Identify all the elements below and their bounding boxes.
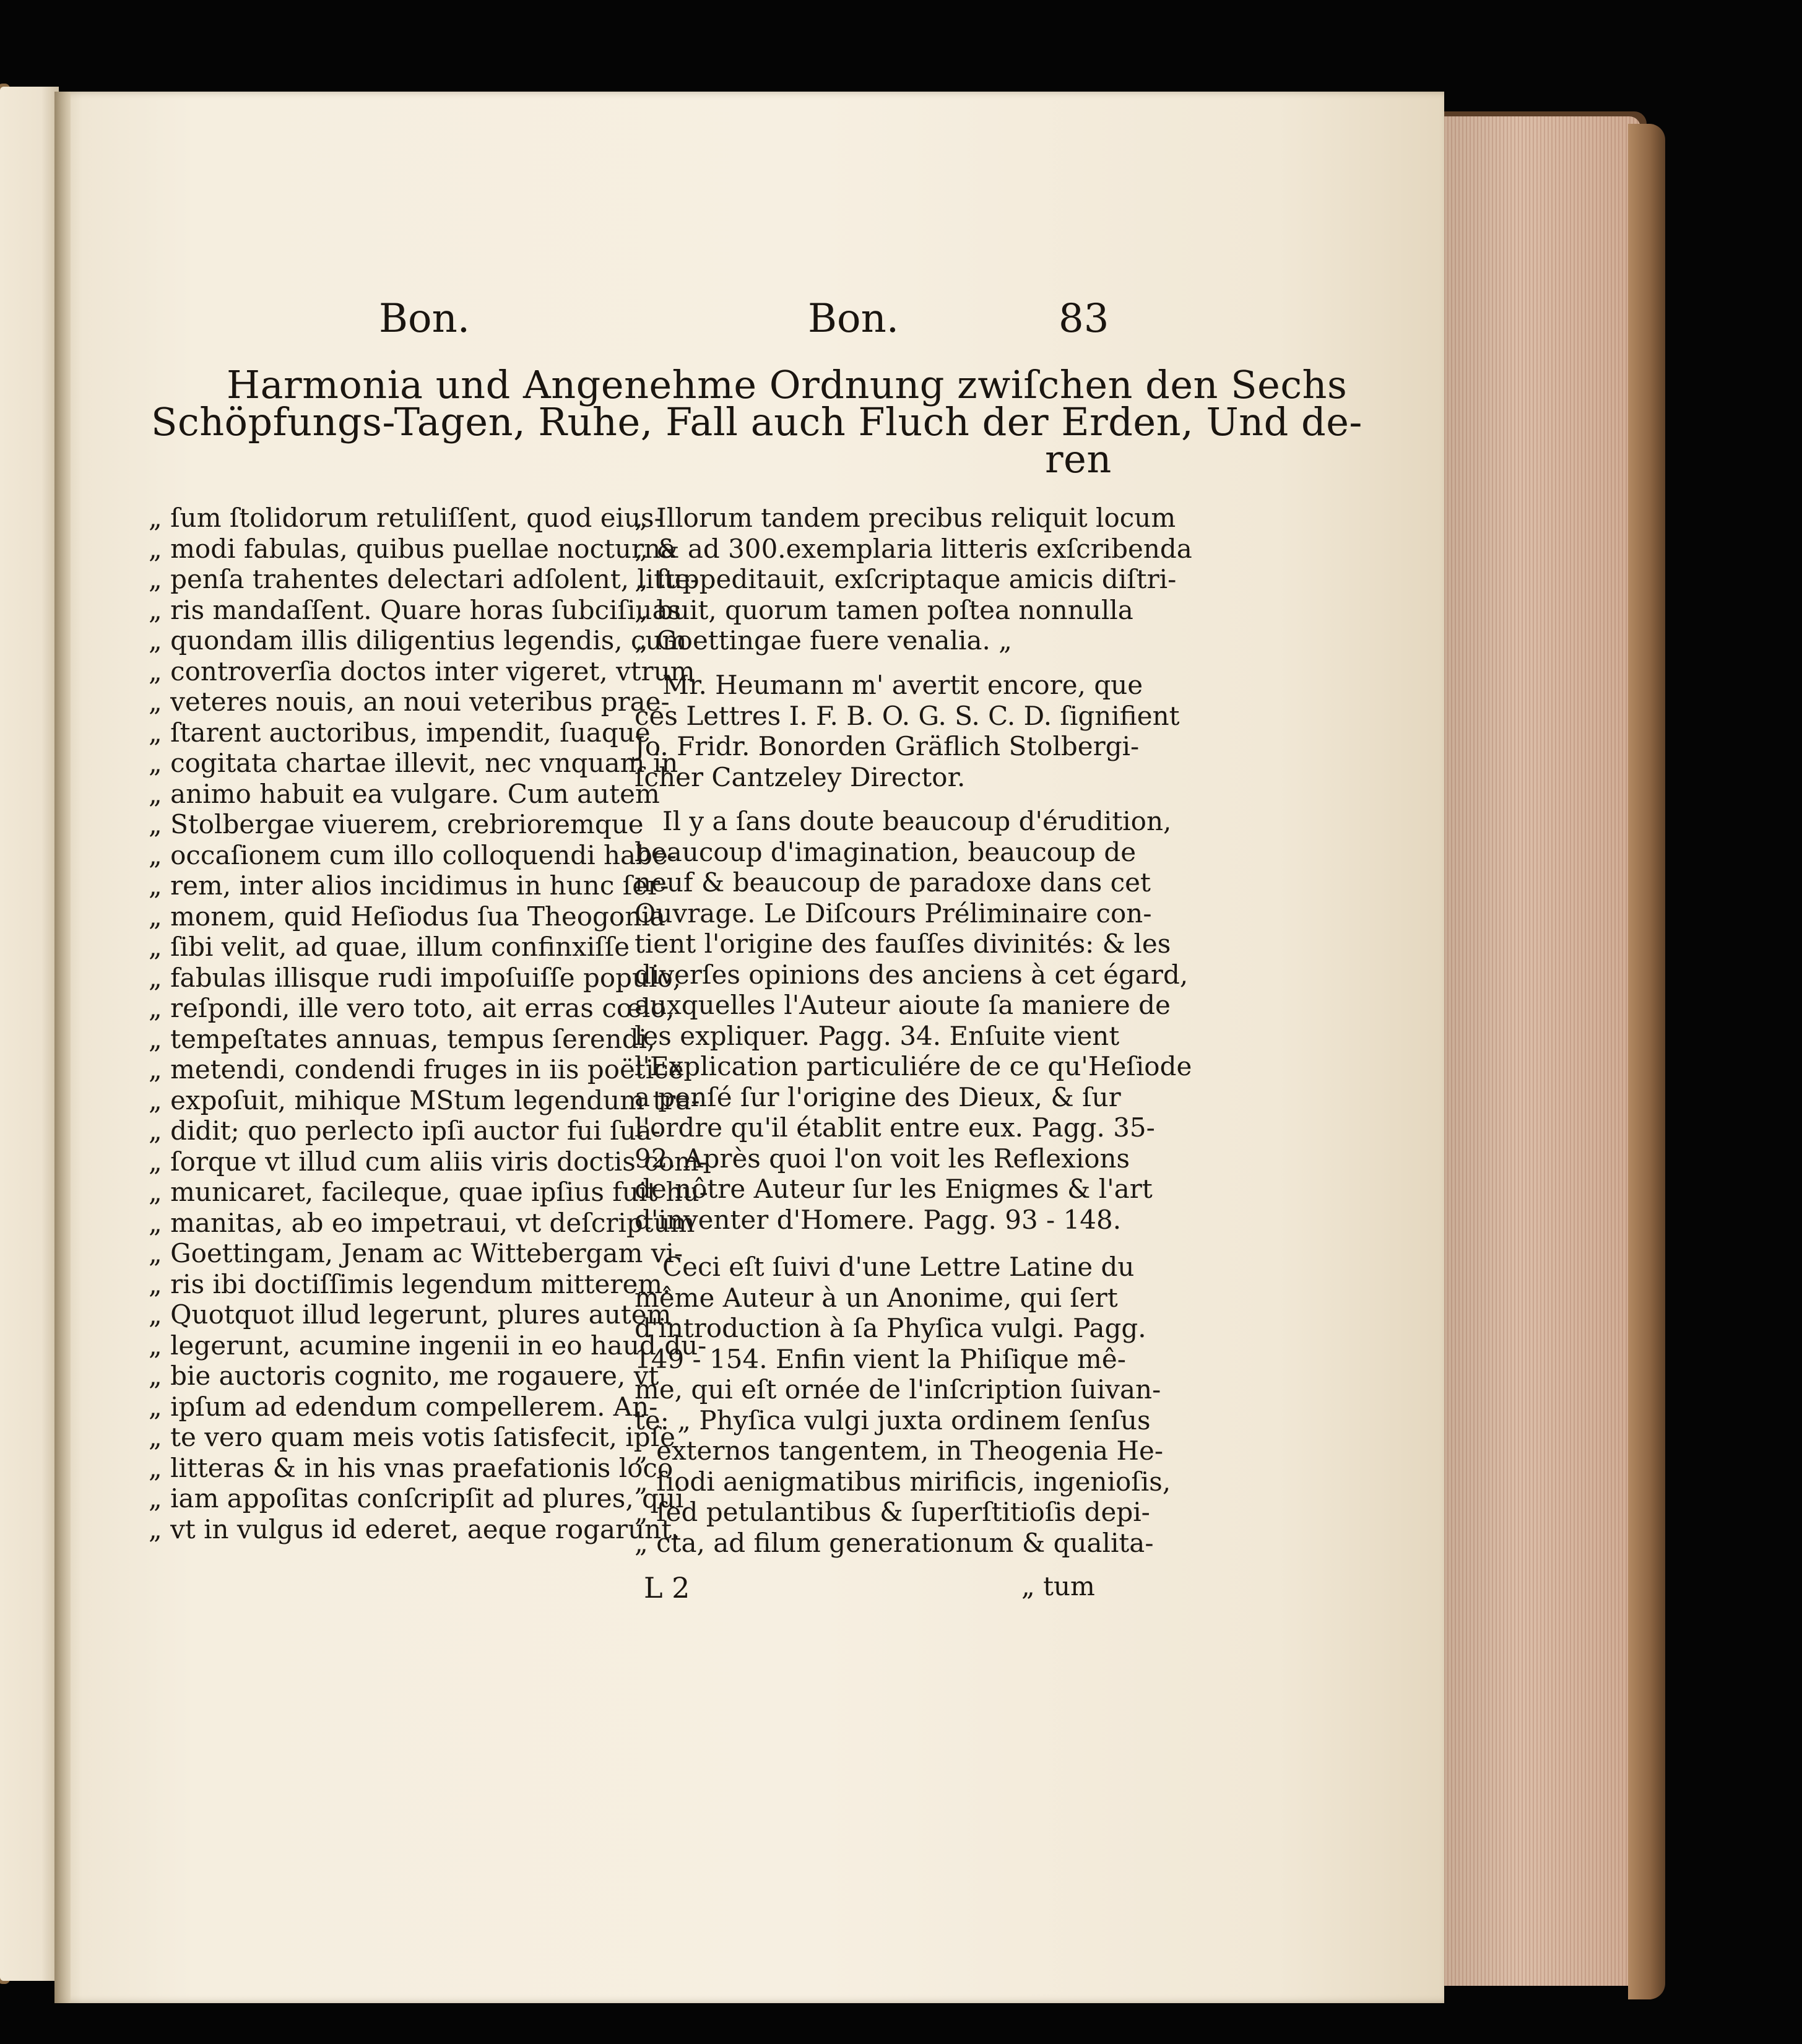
catchword: „ tum xyxy=(1021,1571,1095,1601)
left-column-line: „ ſum ſtolidorum retuliſſent, quod eius- xyxy=(149,503,663,533)
title-line-2: Schöpfungs-Tagen, Ruhe, Fall auch Fluch der Erden, Und de- xyxy=(151,399,1362,444)
left-running-head: Bon. xyxy=(379,296,470,342)
right-para3-line: 149 - 154. Enfin vient la Phiſique mê- xyxy=(635,1343,1126,1374)
right-para2-line: les expliquer. Pagg. 34. Enſuite vient xyxy=(635,1020,1120,1051)
left-column-line: „ monem, quid Heſiodus ſua Theogonia xyxy=(149,901,665,932)
right-para2-line: l'Explication particuliére de ce qu'Heſiode xyxy=(635,1051,1192,1081)
left-column-line: „ metendi, condendi fruges in iis poëtice xyxy=(149,1054,684,1085)
left-column-line: „ Stolbergae viuerem, crebrioremque xyxy=(149,809,644,839)
right-para2-line: l'ordre qu'il établit entre eux. Pagg. 35- xyxy=(635,1112,1155,1143)
right-para3-line: „ cta, ad filum generationum & qualita- xyxy=(635,1527,1154,1558)
left-column-line: „ rem, inter alios incidimus in hunc ſer- xyxy=(149,870,669,901)
left-column-line: „ litteras & in his vnas praefationis loco xyxy=(149,1452,674,1483)
left-column-line: „ Goettingam, Jenam ac Wittebergam vi- xyxy=(149,1238,683,1268)
left-column-line: „ quondam illis diligentius legendis, cum xyxy=(149,625,687,656)
left-column-line: „ veteres nouis, an noui veteribus prae- xyxy=(149,686,670,717)
signature-mark: L 2 xyxy=(644,1571,690,1604)
right-para1-line: Mr. Heumann m' avertit encore, que xyxy=(662,670,1143,700)
title-line-1: Harmonia und Angenehme Ordnung zwiſchen den Sechs xyxy=(227,362,1348,407)
left-column-line: „ municaret, facileque, quae ipſius fuit hu- xyxy=(149,1177,708,1207)
left-column-line: „ manitas, ab eo impetraui, vt deſcriptum xyxy=(149,1207,695,1238)
left-column-line: „ occaſionem cum illo colloquendi habe- xyxy=(149,839,677,870)
right-para3-line: me, qui eſt ornée de l'inſcription ſuivan- xyxy=(635,1374,1161,1405)
page-gutter-shadow xyxy=(54,92,71,2003)
right-column-quote-line: „ ſuppeditauit, exſcriptaque amicis diſtri- xyxy=(635,564,1177,594)
left-column-line: „ reſpondi, ille vero toto, ait erras cœlo, xyxy=(149,993,675,1023)
right-column-quote-line: „ Illorum tandem precibus reliquit locum xyxy=(635,503,1176,533)
right-para3-line: „ ſed petulantibus & ſuperſtitioſis depi- xyxy=(635,1497,1150,1527)
right-para2-line: auxquelles l'Auteur aioute ſa maniere de xyxy=(635,990,1171,1020)
facing-page-sliver xyxy=(0,87,59,1981)
left-column-line: „ ris ibi doctiſſimis legendum mitterem. xyxy=(149,1268,671,1299)
left-column-line: „ penſa trahentes delectari adſolent, litte- xyxy=(149,564,700,594)
right-para1-line: Jo. Fridr. Bonorden Gräflich Stolbergi- xyxy=(635,731,1140,761)
left-column-line: „ cogitata chartae illevit, nec vnquam in xyxy=(149,748,678,778)
left-column-line: „ ſorque vt illud cum aliis viris doctis com- xyxy=(149,1146,708,1177)
right-para3-line: Ceci eſt ſuivi d'une Lettre Latine du xyxy=(662,1252,1135,1282)
left-column-line: „ vt in vulgus id ederet, aeque rogarunt. xyxy=(149,1514,680,1544)
left-column-line: „ modi fabulas, quibus puellae nocturna xyxy=(149,533,677,564)
right-para1-line: ces Lettres I. F. B. O. G. S. C. D. ſignifient xyxy=(635,700,1180,731)
left-column-line: „ ſtarent auctoribus, impendit, ſuaque xyxy=(149,717,651,748)
left-column-line: „ bie auctoris cognito, me rogauere, vt xyxy=(149,1361,659,1391)
right-para3-line: d'introduction à ſa Phyſica vulgi. Pagg. xyxy=(635,1313,1146,1343)
right-para2-line: tient l'origine des fauſſes divinités: & les xyxy=(635,929,1171,959)
right-para3-line: te: „ Phyſica vulgi juxta ordinem ſenſus xyxy=(635,1405,1151,1436)
book-cover-edge xyxy=(1628,124,1665,1999)
right-para3-line: „ externos tangentem, in Theogenia He- xyxy=(635,1436,1164,1466)
right-column-quote-line: „ & ad 300.exemplaria litteris exſcribenda xyxy=(635,533,1192,564)
right-para2-line: diverſes opinions des anciens à cet égard, xyxy=(635,959,1189,990)
right-para1-line: ſcher Cantzeley Director. xyxy=(635,761,966,792)
right-column-quote-line: „ Goettingae fuere venalia. „ xyxy=(635,625,1012,656)
left-column-line: „ didit; quo perlecto ipſi auctor fui ſua- xyxy=(149,1115,661,1146)
right-para2-line: de nôtre Auteur ſur les Enigmes & l'art xyxy=(635,1174,1153,1204)
right-column-quote-line: „ buit, quorum tamen poſtea nonnulla xyxy=(635,594,1133,625)
left-column-line: „ te vero quam meis votis ſatisfecit, ipſe xyxy=(149,1422,675,1452)
left-column-line: „ Quotquot illud legerunt, plures autem xyxy=(149,1299,672,1330)
left-column-line: „ legerunt, acumine ingenii in eo haud du- xyxy=(149,1330,707,1361)
left-column-line: „ tempeſtates annuas, tempus ſerendi, xyxy=(149,1023,656,1054)
left-column-line: „ ris mandaſſent. Quare horas ſubciſiuas xyxy=(149,594,682,625)
title-line-3: ren xyxy=(1045,436,1112,482)
right-para2-line: d'inventer d'Homere. Pagg. 93 - 148. xyxy=(635,1204,1122,1235)
right-para2-line: Il y a ſans doute beaucoup d'érudition, xyxy=(662,806,1172,836)
left-column-line: „ ipſum ad edendum compellerem. An- xyxy=(149,1391,658,1422)
left-column-line: „ iam appoſitas conſcripſit ad plures, qui xyxy=(149,1483,684,1514)
left-column-line: „ ſibi velit, ad quae, illum confinxiſſe xyxy=(149,932,630,962)
page-fore-edge xyxy=(1436,116,1640,1986)
page-number: 83 xyxy=(1059,296,1109,342)
right-para2-line: 92. Après quoi l'on voit les Reflexions xyxy=(635,1143,1130,1174)
right-para2-line: a penſé ſur l'origine des Dieux, & ſur xyxy=(635,1081,1121,1112)
left-column-line: „ fabulas illisque rudi impoſuiſſe populo, xyxy=(149,962,682,993)
left-column-line: „ animo habuit ea vulgare. Cum autem xyxy=(149,778,660,809)
right-para2-line: neuf & beaucoup de paradoxe dans cet xyxy=(635,867,1151,898)
center-running-head: Bon. xyxy=(808,296,899,342)
right-para2-line: Ouvrage. Le Diſcours Préliminaire con- xyxy=(635,898,1152,929)
right-para2-line: beaucoup d'imagination, beaucoup de xyxy=(635,836,1137,867)
right-para3-line: „ ſiodi aenigmatibus mirificis, ingenioſis, xyxy=(635,1466,1171,1497)
left-column-line: „ controverſia doctos inter vigeret, vtrum xyxy=(149,656,695,686)
left-column-line: „ expoſuit, mihique MStum legendum tra- xyxy=(149,1085,700,1115)
right-para3-line: même Auteur à un Anonime, qui ſert xyxy=(635,1282,1118,1313)
